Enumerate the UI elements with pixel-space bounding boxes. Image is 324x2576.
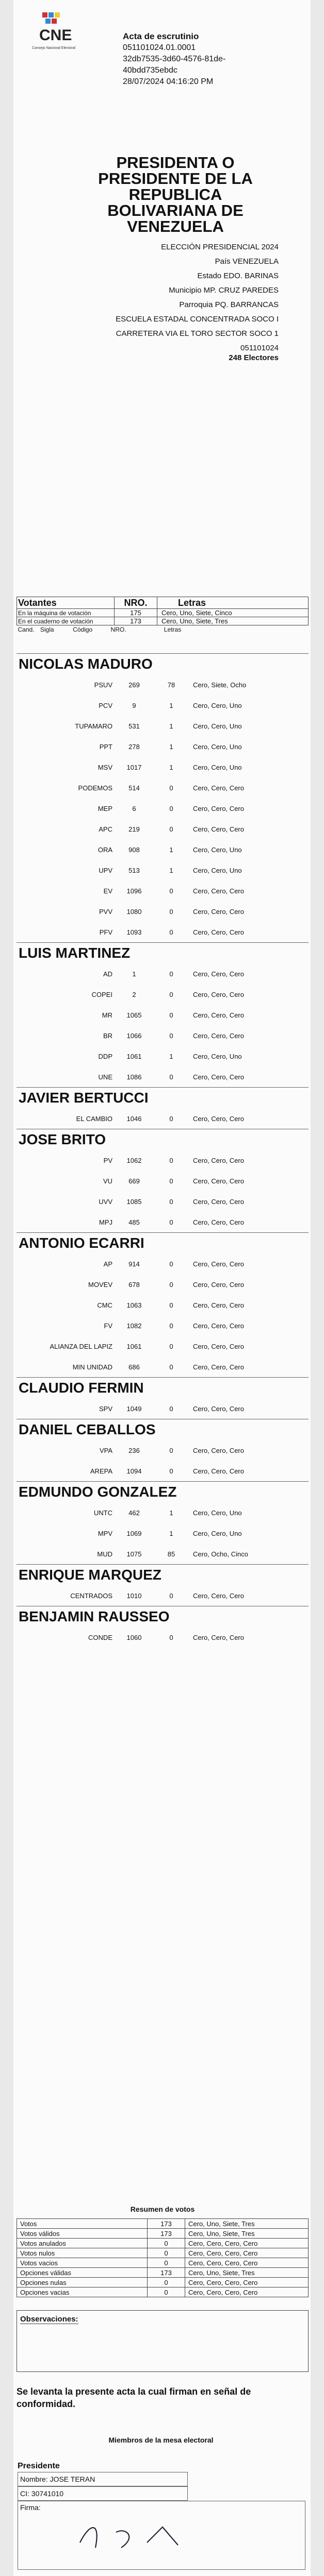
acta-datetime: 28/07/2024 04:16:20 PM	[123, 77, 214, 86]
member-name: Nombre: JOSE TERAN	[18, 2472, 188, 2486]
party-nro: 0	[169, 1301, 173, 1309]
party-table	[17, 1440, 309, 1481]
location-info	[77, 242, 279, 367]
resumen-label: Opciones válidas	[17, 2268, 148, 2278]
party-row	[17, 1191, 309, 1212]
party-nro: 0	[169, 1321, 173, 1330]
party-letras: Cero, Ocho, Cinco	[193, 1550, 248, 1558]
party-table	[17, 1585, 309, 1606]
maquina-nro: 175	[115, 609, 157, 617]
party-sigla: AREPA	[90, 1467, 112, 1475]
party-nro: 0	[169, 928, 173, 936]
party-letras: Cero, Cero, Cero	[193, 928, 244, 936]
party-nro: 78	[167, 681, 175, 689]
resumen-letras: Cero, Uno, Siete, Tres	[185, 2229, 309, 2239]
candidate-name: BENJAMIN RAUSSEO	[17, 1606, 309, 1627]
candidate-name: JOSE BRITO	[17, 1129, 309, 1150]
party-sigla: MEP	[98, 804, 112, 812]
page-title: PRESIDENTA O PRESIDENTE DE LA REPUBLICA BOLIVARIANA DE VENEZUELA	[98, 154, 253, 235]
party-table	[17, 1150, 309, 1232]
resumen-row	[17, 2229, 309, 2239]
columns-header	[17, 625, 309, 634]
party-nro: 0	[169, 907, 173, 916]
col-sigla: Sigla	[40, 626, 54, 633]
party-row	[17, 1171, 309, 1191]
party-sigla: COPEI	[91, 990, 112, 998]
maquina-letras: Cero, Uno, Siete, Cinco	[157, 609, 309, 617]
party-sigla: PCV	[99, 701, 112, 709]
party-nro: 0	[169, 887, 173, 895]
party-letras: Cero, Cero, Cero	[193, 1260, 244, 1268]
party-sigla: MUD	[97, 1550, 112, 1558]
party-row	[17, 839, 309, 860]
party-sigla: FV	[104, 1321, 112, 1330]
maquina-label: En la máquina de votación	[17, 609, 115, 617]
party-row	[17, 1398, 309, 1419]
resumen-row	[17, 2287, 309, 2297]
party-codigo: 278	[128, 742, 140, 751]
acta-label: Acta de escrutinio	[123, 31, 199, 41]
party-nro: 0	[169, 1031, 173, 1040]
party-nro: 1	[169, 1052, 173, 1060]
party-letras: Cero, Cero, Cero	[193, 1404, 244, 1413]
party-sigla: PODEMOS	[78, 784, 112, 792]
resumen-de-votos	[17, 2205, 309, 2297]
party-codigo: 1063	[126, 1301, 142, 1309]
party-row	[17, 695, 309, 716]
party-nro: 0	[169, 1011, 173, 1019]
party-letras: Cero, Cero, Uno	[193, 1509, 242, 1517]
resumen-label: Opciones nulas	[17, 2278, 148, 2287]
party-letras: Cero, Cero, Cero	[193, 1633, 244, 1641]
party-letras: Cero, Cero, Uno	[193, 701, 242, 709]
party-nro: 1	[169, 763, 173, 771]
party-row	[17, 1461, 309, 1481]
party-table	[17, 1502, 309, 1564]
col-nro: NRO.	[110, 626, 126, 633]
parroquia: Parroquia PQ. BARRANCAS	[179, 300, 279, 309]
party-row	[17, 736, 309, 757]
resumen-letras: Cero, Uno, Siete, Tres	[185, 2219, 309, 2229]
party-row	[17, 1627, 309, 1648]
party-codigo: 1094	[126, 1467, 142, 1475]
party-sigla: MR	[102, 1011, 112, 1019]
party-nro: 0	[169, 1114, 173, 1123]
nro-header: NRO.	[115, 597, 157, 609]
party-letras: Cero, Cero, Cero	[193, 1342, 244, 1350]
party-letras: Cero, Cero, Cero	[193, 1156, 244, 1164]
party-letras: Cero, Cero, Cero	[193, 1177, 244, 1185]
party-letras: Cero, Cero, Uno	[193, 722, 242, 730]
signature-box	[18, 2501, 305, 2570]
letras-header: Letras	[157, 597, 309, 609]
party-sigla: MOVEV	[88, 1280, 112, 1289]
resumen-label: Votos válidos	[17, 2229, 148, 2239]
party-letras: Cero, Cero, Cero	[193, 990, 244, 998]
eleccion: ELECCIÓN PRESIDENCIAL 2024	[161, 243, 279, 251]
party-sigla: VU	[103, 1177, 112, 1185]
party-codigo: 1061	[126, 1342, 142, 1350]
party-nro: 0	[169, 1156, 173, 1164]
party-codigo: 1096	[126, 887, 142, 895]
resumen-row	[17, 2278, 309, 2287]
resumen-letras: Cero, Cero, Cero, Cero	[185, 2258, 309, 2268]
firma-label: Firma:	[20, 2503, 41, 2512]
party-letras: Cero, Cero, Cero	[193, 1218, 244, 1226]
party-sigla: PV	[103, 1156, 112, 1164]
party-row	[17, 674, 309, 695]
party-sigla: VPA	[99, 1446, 112, 1454]
party-sigla: MPV	[98, 1529, 112, 1537]
party-sigla: UNTC	[93, 1509, 112, 1517]
party-codigo: 531	[128, 722, 140, 730]
candidate-name: JAVIER BERTUCCI	[17, 1087, 309, 1108]
party-row	[17, 819, 309, 839]
party-sigla: APC	[99, 825, 112, 833]
party-codigo: 6	[132, 804, 136, 812]
party-codigo: 462	[128, 1509, 140, 1517]
candidate-name: NICOLAS MADURO	[17, 653, 309, 674]
party-codigo: 1065	[126, 1011, 142, 1019]
party-row	[17, 1357, 309, 1377]
party-codigo: 1049	[126, 1404, 142, 1413]
party-row	[17, 1585, 309, 1606]
party-row	[17, 1295, 309, 1315]
member-role: Presidente	[18, 2462, 60, 2470]
party-row	[17, 860, 309, 880]
resumen-row	[17, 2248, 309, 2258]
party-nro: 0	[169, 1467, 173, 1475]
party-letras: Cero, Cero, Cero	[193, 1363, 244, 1371]
resumen-nro: 0	[148, 2258, 185, 2268]
resumen-letras: Cero, Uno, Siete, Tres	[185, 2268, 309, 2278]
col-letras: Letras	[164, 626, 182, 633]
cuaderno-letras: Cero, Uno, Siete, Tres	[157, 617, 309, 625]
party-sigla: EL CAMBIO	[76, 1114, 112, 1123]
party-nro: 1	[169, 701, 173, 709]
party-codigo: 2	[132, 990, 136, 998]
party-sigla: UPV	[99, 866, 112, 874]
party-nro: 0	[169, 1218, 173, 1226]
party-codigo: 236	[128, 1446, 140, 1454]
party-row	[17, 757, 309, 777]
cne-logo	[27, 9, 78, 59]
party-codigo: 1086	[126, 1073, 142, 1081]
cuaderno-label: En el cuaderno de votación	[17, 617, 115, 625]
party-codigo: 1	[132, 970, 136, 978]
resumen-nro: 0	[148, 2287, 185, 2297]
party-letras: Cero, Cero, Cero	[193, 784, 244, 792]
party-sigla: PVV	[99, 907, 112, 916]
cuaderno-nro: 173	[115, 617, 157, 625]
resumen-nro: 173	[148, 2268, 185, 2278]
acta-uuid-2: 40bdd735ebdc	[123, 66, 177, 75]
party-sigla: ORA	[98, 845, 112, 854]
resumen-nro: 173	[148, 2219, 185, 2229]
resumen-title: Resumen de votos	[130, 2205, 195, 2213]
party-nro: 1	[169, 1509, 173, 1517]
party-letras: Cero, Cero, Cero	[193, 1031, 244, 1040]
party-letras: Cero, Cero, Cero	[193, 970, 244, 978]
party-nro: 1	[169, 742, 173, 751]
candidates-list	[17, 653, 309, 1648]
party-sigla: TUPAMARO	[75, 722, 112, 730]
party-letras: Cero, Cero, Cero	[193, 1280, 244, 1289]
party-letras: Cero, Cero, Cero	[193, 907, 244, 916]
party-table	[17, 1627, 309, 1648]
candidate-name: EDMUNDO GONZALEZ	[17, 1481, 309, 1502]
party-sigla: PPT	[99, 742, 112, 751]
party-letras: Cero, Cero, Cero	[193, 1197, 244, 1206]
party-sigla: PSUV	[94, 681, 112, 689]
party-letras: Cero, Cero, Uno	[193, 845, 242, 854]
party-nro: 0	[169, 1633, 173, 1641]
party-row	[17, 880, 309, 901]
escuela: ESCUELA ESTADAL CONCENTRADA SOCO I	[116, 315, 279, 324]
party-row	[17, 798, 309, 819]
resumen-letras: Cero, Cero, Cero, Cero	[185, 2278, 309, 2287]
party-sigla: PFV	[99, 928, 112, 936]
col-codigo: Código	[73, 626, 93, 633]
party-nro: 0	[169, 1591, 173, 1600]
candidate-name: LUIS MARTINEZ	[17, 942, 309, 963]
party-sigla: EV	[103, 887, 112, 895]
party-nro: 0	[169, 784, 173, 792]
votes-table	[17, 597, 309, 634]
party-row	[17, 1066, 309, 1087]
party-sigla: AP	[103, 1260, 112, 1268]
party-row	[17, 1544, 309, 1564]
party-codigo: 678	[128, 1280, 140, 1289]
party-sigla: CMC	[97, 1301, 112, 1309]
party-sigla: ALIANZA DEL LAPIZ	[50, 1342, 112, 1350]
votantes-header: Votantes	[17, 597, 115, 609]
party-row	[17, 1046, 309, 1066]
party-sigla: DDP	[98, 1052, 112, 1060]
resumen-nro: 173	[148, 2229, 185, 2239]
party-table	[17, 674, 309, 942]
party-row	[17, 1150, 309, 1171]
party-codigo: 485	[128, 1218, 140, 1226]
party-row	[17, 901, 309, 922]
resumen-label: Votos nulos	[17, 2248, 148, 2258]
party-nro: 0	[169, 1177, 173, 1185]
direccion: CARRETERA VIA EL TORO SECTOR SOCO 1	[116, 329, 279, 338]
party-nro: 0	[169, 1446, 173, 1454]
party-codigo: 1066	[126, 1031, 142, 1040]
resumen-row	[17, 2268, 309, 2278]
party-nro: 85	[167, 1550, 175, 1558]
party-sigla: AD	[103, 970, 112, 978]
party-nro: 1	[169, 866, 173, 874]
party-row	[17, 1005, 309, 1025]
resumen-letras: Cero, Cero, Cero, Cero	[185, 2248, 309, 2258]
party-table	[17, 1398, 309, 1419]
party-nro: 0	[169, 804, 173, 812]
party-nro: 1	[169, 722, 173, 730]
pais: País VENEZUELA	[215, 257, 279, 266]
party-sigla: MPJ	[99, 1218, 112, 1226]
party-letras: Cero, Cero, Uno	[193, 742, 242, 751]
party-nro: 0	[169, 1404, 173, 1413]
party-sigla: UNE	[98, 1073, 112, 1081]
party-letras: Cero, Cero, Cero	[193, 1301, 244, 1309]
party-letras: Cero, Cero, Cero	[193, 1011, 244, 1019]
party-codigo: 219	[128, 825, 140, 833]
party-row	[17, 716, 309, 736]
party-sigla: CENTRADOS	[70, 1591, 112, 1600]
col-cand: Cand.	[18, 626, 35, 633]
party-codigo: 1061	[126, 1052, 142, 1060]
party-codigo: 1046	[126, 1114, 142, 1123]
party-row	[17, 1502, 309, 1523]
party-letras: Cero, Cero, Uno	[193, 1052, 242, 1060]
resumen-label: Votos	[17, 2219, 148, 2229]
resumen-nro: 0	[148, 2239, 185, 2248]
party-nro: 1	[169, 1529, 173, 1537]
party-codigo: 1075	[126, 1550, 142, 1558]
party-codigo: 1093	[126, 928, 142, 936]
party-nro: 0	[169, 825, 173, 833]
party-letras: Cero, Cero, Cero	[193, 804, 244, 812]
party-row	[17, 1253, 309, 1274]
party-sigla: UVV	[99, 1197, 112, 1206]
party-row	[17, 963, 309, 984]
observaciones-label: Observaciones:	[20, 2315, 78, 2324]
estado: Estado EDO. BARINAS	[197, 272, 279, 280]
party-row	[17, 984, 309, 1005]
party-codigo: 914	[128, 1260, 140, 1268]
resumen-letras: Cero, Cero, Cero, Cero	[185, 2239, 309, 2248]
party-codigo: 514	[128, 784, 140, 792]
party-sigla: MIN UNIDAD	[72, 1363, 112, 1371]
party-nro: 0	[169, 970, 173, 978]
party-codigo: 908	[128, 845, 140, 854]
resumen-nro: 0	[148, 2278, 185, 2287]
party-table	[17, 963, 309, 1087]
party-letras: Cero, Cero, Cero	[193, 1591, 244, 1600]
party-row	[17, 1336, 309, 1357]
electores: 248 Electores	[229, 353, 279, 362]
party-nro: 0	[169, 990, 173, 998]
party-codigo: 1069	[126, 1529, 142, 1537]
party-nro: 0	[169, 1342, 173, 1350]
party-letras: Cero, Cero, Cero	[193, 1446, 244, 1454]
party-nro: 1	[169, 845, 173, 854]
party-sigla: SPV	[99, 1404, 112, 1413]
party-codigo: 269	[128, 681, 140, 689]
party-nro: 0	[169, 1260, 173, 1268]
party-letras: Cero, Siete, Ocho	[193, 681, 247, 689]
party-row	[17, 922, 309, 942]
logo-subtext: Consejo Nacional Electoral	[31, 46, 76, 50]
member-ci: CI: 30741010	[18, 2486, 188, 2501]
acta-header	[123, 31, 288, 88]
party-sigla: CONDE	[88, 1633, 112, 1641]
party-letras: Cero, Cero, Cero	[193, 1114, 244, 1123]
candidate-name: ANTONIO ECARRI	[17, 1232, 309, 1253]
party-codigo: 1082	[126, 1321, 142, 1330]
party-row	[17, 1523, 309, 1544]
resumen-row	[17, 2258, 309, 2268]
party-codigo: 669	[128, 1177, 140, 1185]
party-row	[17, 1108, 309, 1129]
party-row	[17, 1025, 309, 1046]
resumen-row	[17, 2219, 309, 2229]
miembros-title: Miembros de la mesa electoral	[108, 2436, 214, 2444]
party-codigo: 513	[128, 866, 140, 874]
resumen-label: Votos anulados	[17, 2239, 148, 2248]
party-table	[17, 1108, 309, 1129]
acta-uuid-1: 32db7535-3d60-4576-81de-	[123, 55, 226, 63]
party-codigo: 1017	[126, 763, 142, 771]
candidate-name: ENRIQUE MARQUEZ	[17, 1564, 309, 1585]
party-letras: Cero, Cero, Uno	[193, 1529, 242, 1537]
resumen-letras: Cero, Cero, Cero, Cero	[185, 2287, 309, 2297]
party-letras: Cero, Cero, Uno	[193, 866, 242, 874]
party-nro: 0	[169, 1197, 173, 1206]
party-row	[17, 1274, 309, 1295]
party-codigo: 1062	[126, 1156, 142, 1164]
handwritten-signature	[18, 2501, 305, 2569]
party-letras: Cero, Cero, Cero	[193, 1321, 244, 1330]
codigo-centro: 051101024	[240, 344, 279, 352]
party-sigla: BR	[103, 1031, 112, 1040]
party-codigo: 686	[128, 1363, 140, 1371]
party-row	[17, 777, 309, 798]
party-table	[17, 1253, 309, 1377]
candidate-name: DANIEL CEBALLOS	[17, 1419, 309, 1440]
resumen-table	[17, 2218, 309, 2297]
member-block	[18, 2461, 306, 2570]
observaciones-box	[17, 2310, 309, 2372]
party-letras: Cero, Cero, Uno	[193, 763, 242, 771]
resumen-nro: 0	[148, 2248, 185, 2258]
party-codigo: 1060	[126, 1633, 142, 1641]
acta-number: 051101024.01.0001	[123, 43, 196, 52]
party-letras: Cero, Cero, Cero	[193, 1073, 244, 1081]
party-letras: Cero, Cero, Cero	[193, 887, 244, 895]
party-letras: Cero, Cero, Cero	[193, 825, 244, 833]
party-codigo: 9	[132, 701, 136, 709]
resumen-label: Votos vacios	[17, 2258, 148, 2268]
resumen-label: Opciones vacias	[17, 2287, 148, 2297]
party-row	[17, 1440, 309, 1461]
candidate-name: CLAUDIO FERMIN	[17, 1377, 309, 1398]
party-codigo: 1085	[126, 1197, 142, 1206]
resumen-row	[17, 2239, 309, 2248]
party-codigo: 1080	[126, 907, 142, 916]
party-nro: 0	[169, 1280, 173, 1289]
party-codigo: 1010	[126, 1591, 142, 1600]
party-row	[17, 1315, 309, 1336]
party-row	[17, 1212, 309, 1232]
party-nro: 0	[169, 1363, 173, 1371]
conformity-statement: Se levanta la presente acta la cual firman en señal de conformidad.	[17, 2386, 251, 2409]
party-nro: 0	[169, 1073, 173, 1081]
municipio: Municipio MP. CRUZ PAREDES	[169, 286, 279, 295]
logo-text: CNE	[39, 27, 72, 44]
party-letras: Cero, Cero, Cero	[193, 1467, 244, 1475]
party-sigla: MSV	[98, 763, 112, 771]
